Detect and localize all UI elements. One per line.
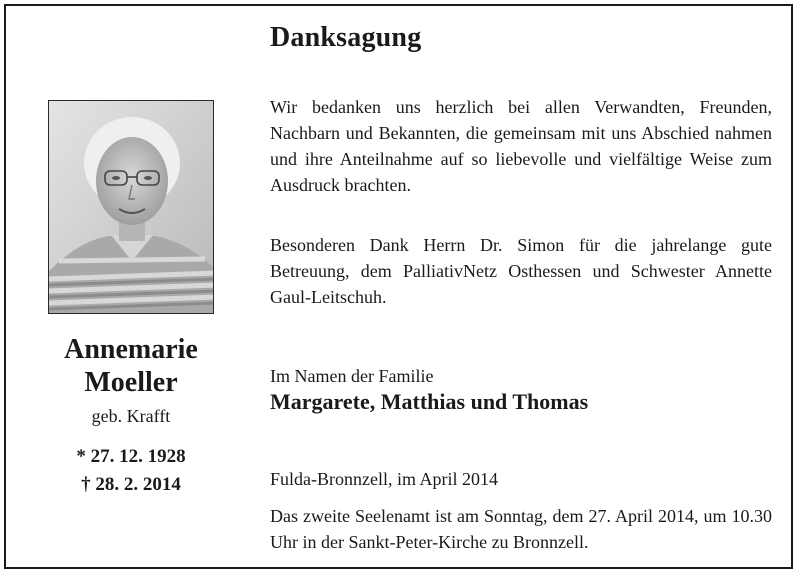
deceased-last-name: Moeller — [84, 367, 178, 398]
death-date: † 28. 2. 2014 — [81, 474, 181, 495]
portrait-photo — [48, 100, 214, 314]
place-and-date: Fulda-Bronnzell, im April 2014 — [270, 469, 498, 489]
family-intro: Im Namen der Familie — [270, 366, 434, 386]
birth-date: * 27. 12. 1928 — [76, 446, 186, 467]
memorial-mass-paragraph: Das zweite Seelenamt ist am Sonntag, dem 27. April 2014, um 10.30 Uhr in der Sankt-Peter-Kirche zu Bronnzell. — [270, 506, 772, 552]
maiden-name: geb. Krafft — [91, 406, 171, 426]
deceased-first-name: Annemarie — [64, 334, 198, 365]
family-names: Margarete, Matthias und Thomas — [270, 389, 589, 414]
thanks-paragraph: Wir bedanken uns herzlich bei allen Verwandten, Freunden, Nachbarn und Bekannten, die gemeinsam mit uns Abschied nahmen und ihre Anteilnahme auf so liebevolle und vielfältige Weise zum Ausdruck brachten. — [270, 97, 772, 195]
special-thanks-paragraph: Besonderen Dank Herrn Dr. Simon für die jahrelange gute Betreuung, dem PalliativNetz Osthessen und Schwester Annette Gaul-Leitschuh. — [270, 235, 772, 307]
notice-title: Danksagung — [270, 22, 422, 53]
